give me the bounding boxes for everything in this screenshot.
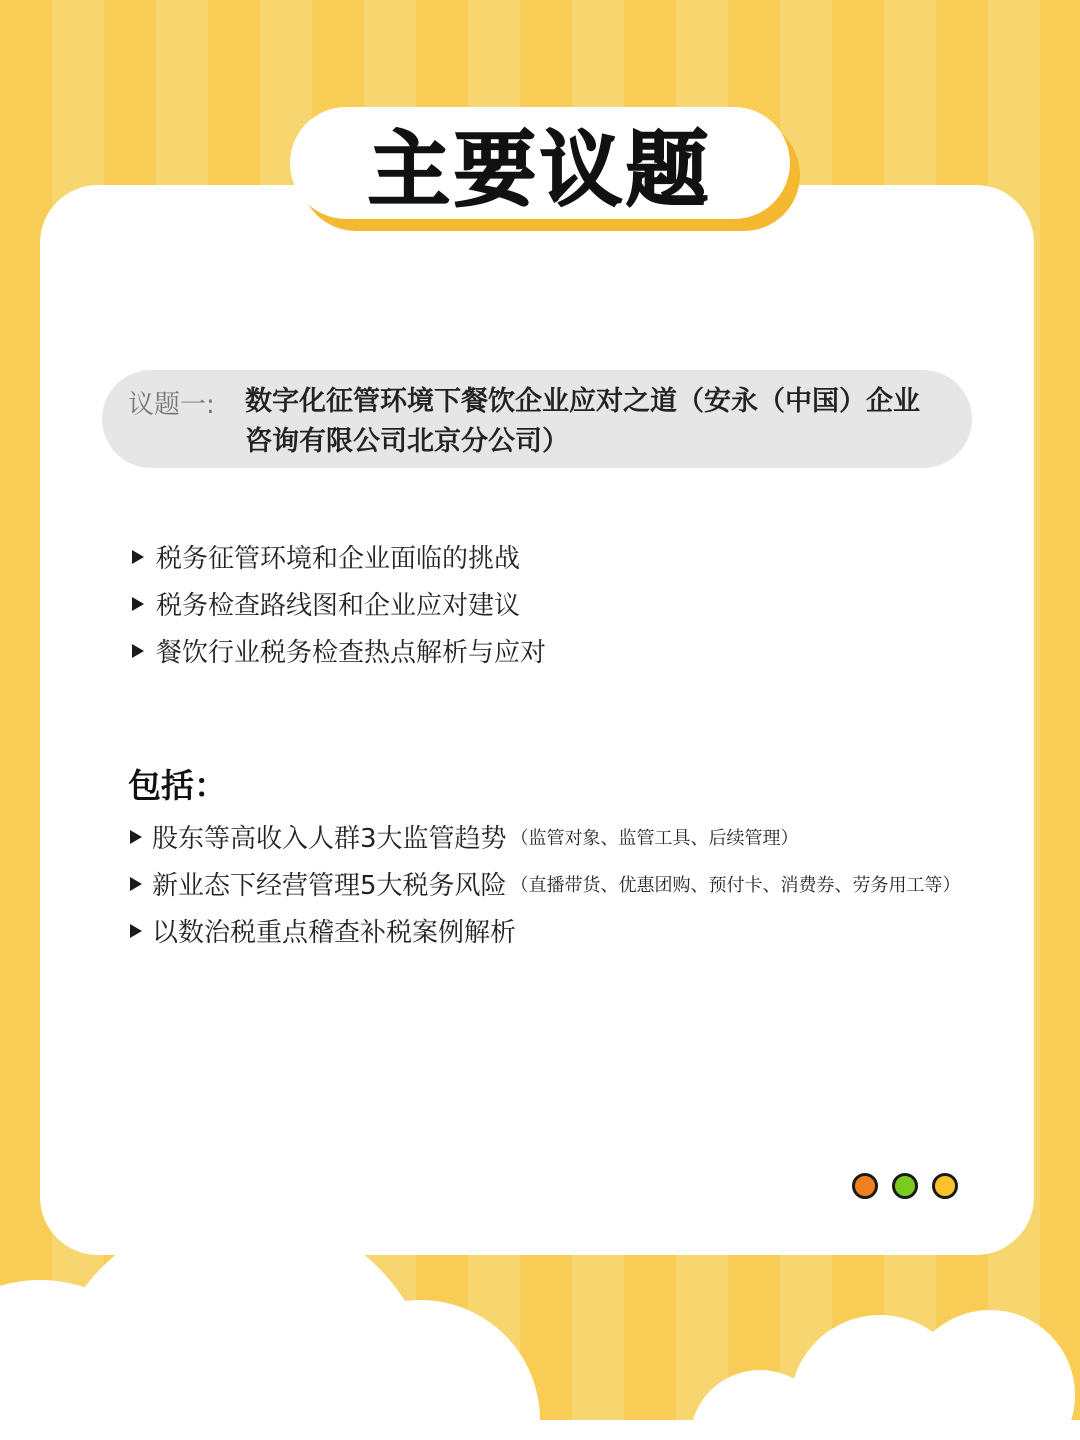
list-item-text: 税务征管环境和企业面临的挑战 <box>156 544 521 574</box>
triangle-bullet-icon <box>130 877 142 891</box>
list-item-note: （监管对象、监管工具、后续管理） <box>510 827 799 849</box>
list-item-text: 餐饮行业税务检查热点解析与应对 <box>156 638 547 668</box>
dot-decoration <box>852 1173 958 1199</box>
green-dot-icon <box>892 1173 918 1199</box>
yellow-dot-icon <box>932 1173 958 1199</box>
content-card <box>40 185 1034 1255</box>
list-item <box>130 860 961 907</box>
title-pill <box>290 107 790 219</box>
list-item-note: （直播带货、优惠团购、预付卡、消费券、劳务用工等） <box>510 874 961 896</box>
list-item <box>132 627 546 674</box>
list-item <box>130 907 961 954</box>
list-item-text: 新业态下经营管理5大税务风险 <box>152 871 507 901</box>
page-title: 主要议题 <box>367 122 712 218</box>
list-item <box>130 813 961 860</box>
list-item <box>132 533 546 580</box>
triangle-bullet-icon <box>130 924 142 938</box>
list-item <box>132 580 546 627</box>
orange-dot-icon <box>852 1173 878 1199</box>
topic-label: 议题一: <box>128 390 215 420</box>
includes-heading: 包括： <box>128 766 227 805</box>
topic-title: 数字化征管环境下餐饮企业应对之道（安永（中国）企业咨询有限公司北京分公司） <box>245 386 920 457</box>
topic-points-list <box>132 533 546 674</box>
includes-list <box>130 813 961 954</box>
triangle-bullet-icon <box>130 830 142 844</box>
topic-banner <box>102 370 972 468</box>
list-item-text: 以数治税重点稽查补税案例解析 <box>152 918 517 948</box>
list-item-text: 股东等高收入人群3大监管趋势 <box>152 824 507 854</box>
triangle-bullet-icon <box>132 550 144 564</box>
triangle-bullet-icon <box>132 597 144 611</box>
list-item-text: 税务检查路线图和企业应对建议 <box>156 591 521 621</box>
triangle-bullet-icon <box>132 644 144 658</box>
title-badge <box>290 107 800 231</box>
